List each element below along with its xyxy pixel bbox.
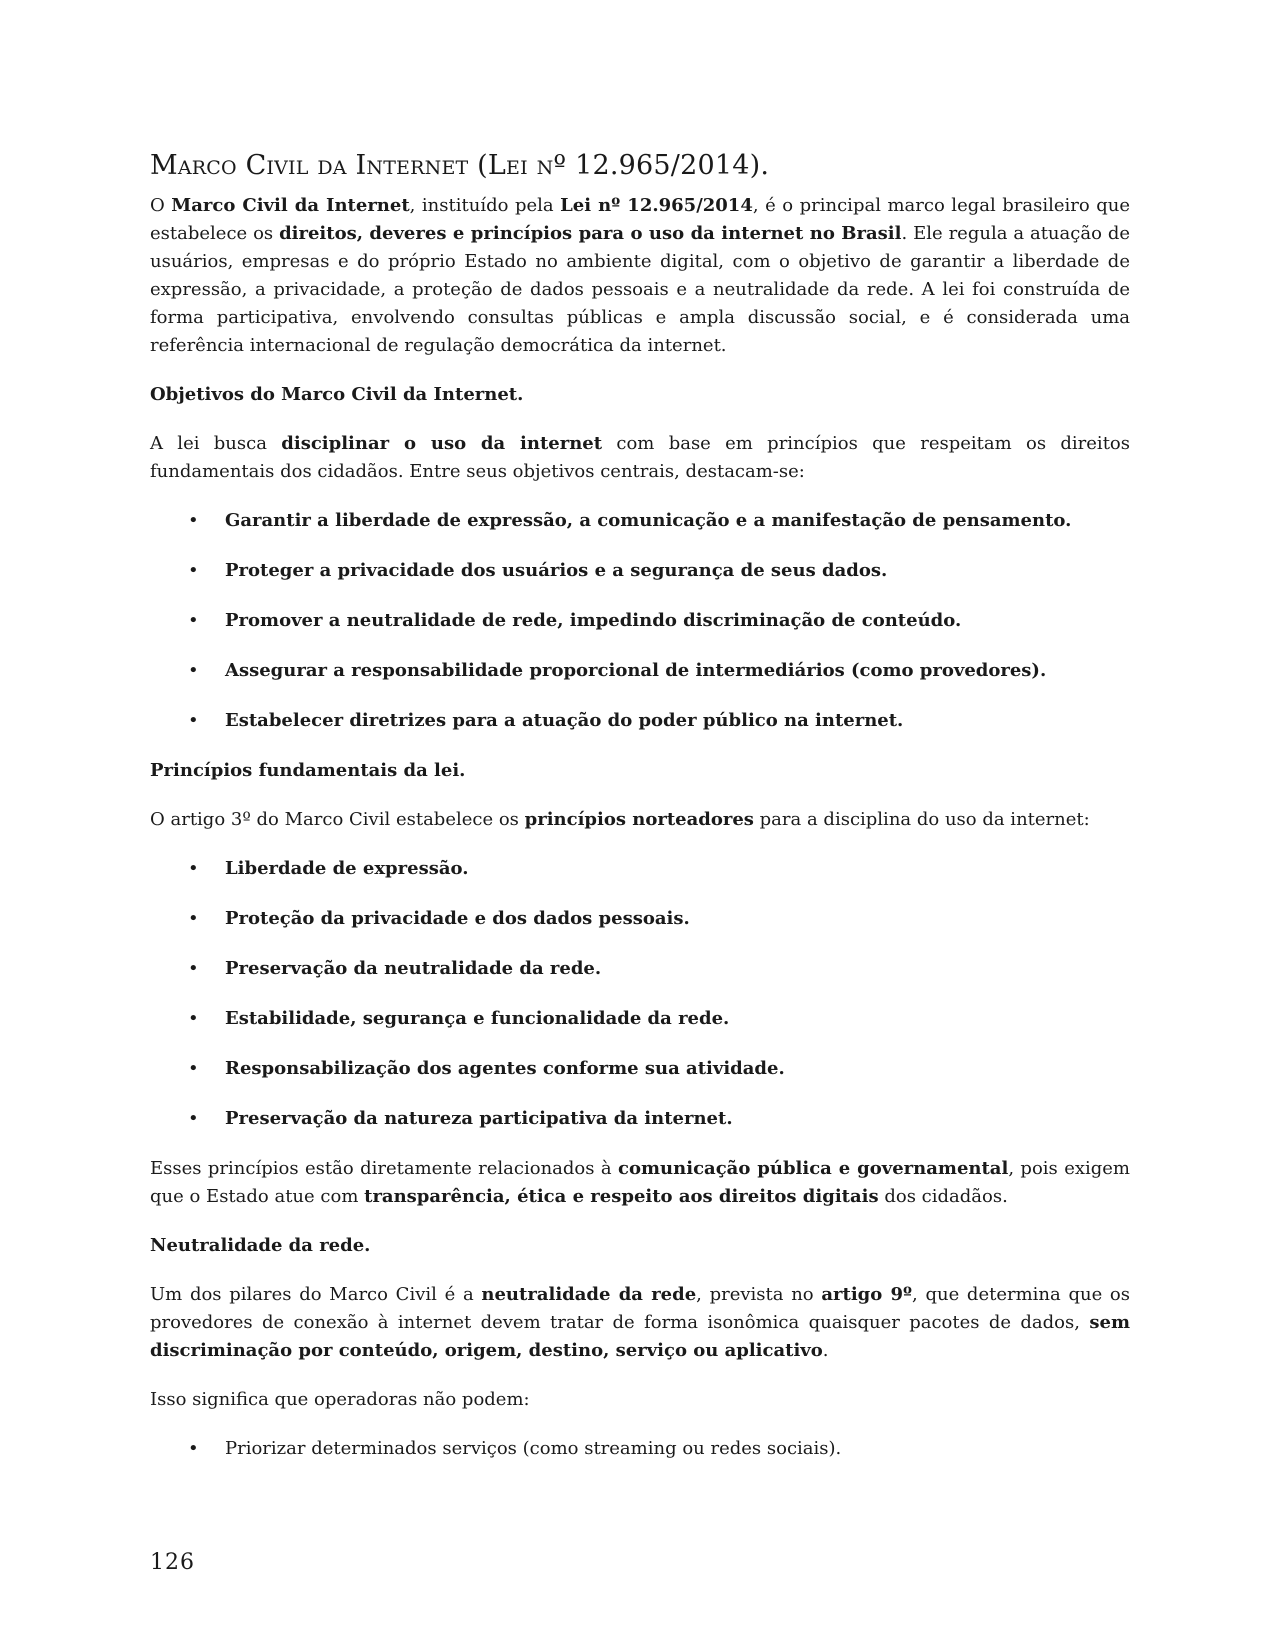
bullet-icon: • <box>188 1058 199 1080</box>
list-item-text: Estabelecer diretrizes para a atuação do poder público na internet. <box>225 710 904 732</box>
bullet-icon: • <box>188 858 199 880</box>
bold-run: Marco Civil da Internet <box>171 195 410 217</box>
text-run: A lei busca <box>150 433 282 455</box>
list-item <box>150 1005 1130 1033</box>
text-run: Um dos pilares do Marco Civil é a <box>150 1284 482 1306</box>
bullet-icon: • <box>188 610 199 632</box>
page-number: 126 <box>150 1550 195 1575</box>
text-run: . <box>822 1340 829 1362</box>
list-item <box>150 855 1130 883</box>
list-item <box>150 1105 1130 1133</box>
list-item-text: Proteger a privacidade dos usuários e a segurança de seus dados. <box>225 560 888 582</box>
list-item <box>150 905 1130 933</box>
intro-paragraph <box>150 192 1130 360</box>
list-item-text: Promover a neutralidade de rede, impedindo discriminação de conteúdo. <box>225 610 962 632</box>
list-item <box>150 607 1130 635</box>
text-run: , que determina que os provedores de conexão à internet devem tratar de forma isonômica quaisquer pacotes de dados, <box>150 1284 1130 1334</box>
list-item <box>150 1055 1130 1083</box>
bullet-icon: • <box>188 560 199 582</box>
text-run: O artigo 3º do Marco Civil estabelece os <box>150 809 525 831</box>
neutralidade-lead-paragraph: Isso significa que operadoras não podem: <box>150 1389 530 1411</box>
text-run: , instituído pela <box>409 195 561 217</box>
text-run: , prevista no <box>696 1284 822 1306</box>
objetivos-heading: Objetivos do Marco Civil da Internet. <box>150 384 524 406</box>
list-item-text: Preservação da neutralidade da rede. <box>225 958 602 980</box>
bullet-icon: • <box>188 958 199 980</box>
neutralidade-heading: Neutralidade da rede. <box>150 1235 371 1257</box>
bold-run: neutralidade da rede <box>481 1284 697 1306</box>
objetivos-list <box>150 507 1130 735</box>
text-run: para a disciplina do uso da internet: <box>753 809 1090 831</box>
document-page <box>150 150 1130 1485</box>
bold-run: artigo 9º <box>821 1284 913 1306</box>
bullet-icon: • <box>188 510 199 532</box>
bold-run: princípios norteadores <box>524 809 754 831</box>
bold-run: sem discriminação por conteúdo, origem, destino, serviço ou aplicativo <box>150 1312 1130 1362</box>
bold-run: transparência, ética e respeito aos direitos digitais <box>364 1186 879 1208</box>
principios-summary-paragraph <box>150 1155 1130 1211</box>
neutralidade-paragraph <box>150 1281 1130 1365</box>
list-item <box>150 1435 1130 1463</box>
list-item-text: Garantir a liberdade de expressão, a comunicação e a manifestação de pensamento. <box>225 510 1072 532</box>
bullet-icon: • <box>188 710 199 732</box>
list-item-text: Priorizar determinados serviços (como streaming ou redes sociais). <box>225 1438 842 1460</box>
list-item-text: Proteção da privacidade e dos dados pessoais. <box>225 908 690 930</box>
list-item <box>150 657 1130 685</box>
bullet-icon: • <box>188 1008 199 1030</box>
text-run: O <box>150 195 172 217</box>
text-run: dos cidadãos. <box>878 1186 1008 1208</box>
principios-list <box>150 855 1130 1133</box>
bold-run: Lei nº 12.965/2014 <box>560 195 753 217</box>
bullet-icon: • <box>188 660 199 682</box>
list-item-text: Liberdade de expressão. <box>225 858 469 880</box>
list-item <box>150 507 1130 535</box>
text-run: . Ele regula a atuação de usuários, empresas e do próprio Estado no ambiente digital, com o objetivo de garantir a liberdade de expressão, a privacidade, a proteção de dados pessoais e a neutralidade da rede. A lei foi construída de forma participativa, envolvendo consultas públicas e ampla discussão social, e é considerada uma referência internacional de regulação democrática da internet. <box>150 223 1130 357</box>
list-item <box>150 955 1130 983</box>
list-item-text: Responsabilização dos agentes conforme sua atividade. <box>225 1058 785 1080</box>
bold-run: direitos, deveres e princípios para o uso da internet no Brasil <box>279 223 902 245</box>
text-run: Esses princípios estão diretamente relacionados à <box>150 1158 619 1180</box>
principios-heading: Princípios fundamentais da lei. <box>150 760 466 782</box>
neutralidade-list <box>150 1435 1130 1463</box>
section-title: Marco Civil da Internet (Lei nº 12.965/2014). <box>150 150 770 181</box>
principios-paragraph <box>150 806 1130 834</box>
text-run: com base em princípios que respeitam os direitos fundamentais dos cidadãos. Entre seus objetivos centrais, destacam-se: <box>150 433 1130 483</box>
text-run: , pois exigem que o Estado atue com <box>150 1158 1130 1208</box>
list-item-text: Estabilidade, segurança e funcionalidade da rede. <box>225 1008 730 1030</box>
bullet-icon: • <box>188 1438 199 1460</box>
text-run: , é o principal marco legal brasileiro que estabelece os <box>150 195 1130 245</box>
bullet-icon: • <box>188 908 199 930</box>
bullet-icon: • <box>188 1108 199 1130</box>
objetivos-paragraph <box>150 430 1130 486</box>
list-item-text: Preservação da natureza participativa da internet. <box>225 1108 733 1130</box>
bold-run: comunicação pública e governamental <box>618 1158 1009 1180</box>
list-item <box>150 557 1130 585</box>
list-item-text: Assegurar a responsabilidade proporcional de intermediários (como provedores). <box>225 660 1047 682</box>
list-item <box>150 707 1130 735</box>
bold-run: disciplinar o uso da internet <box>281 433 603 455</box>
